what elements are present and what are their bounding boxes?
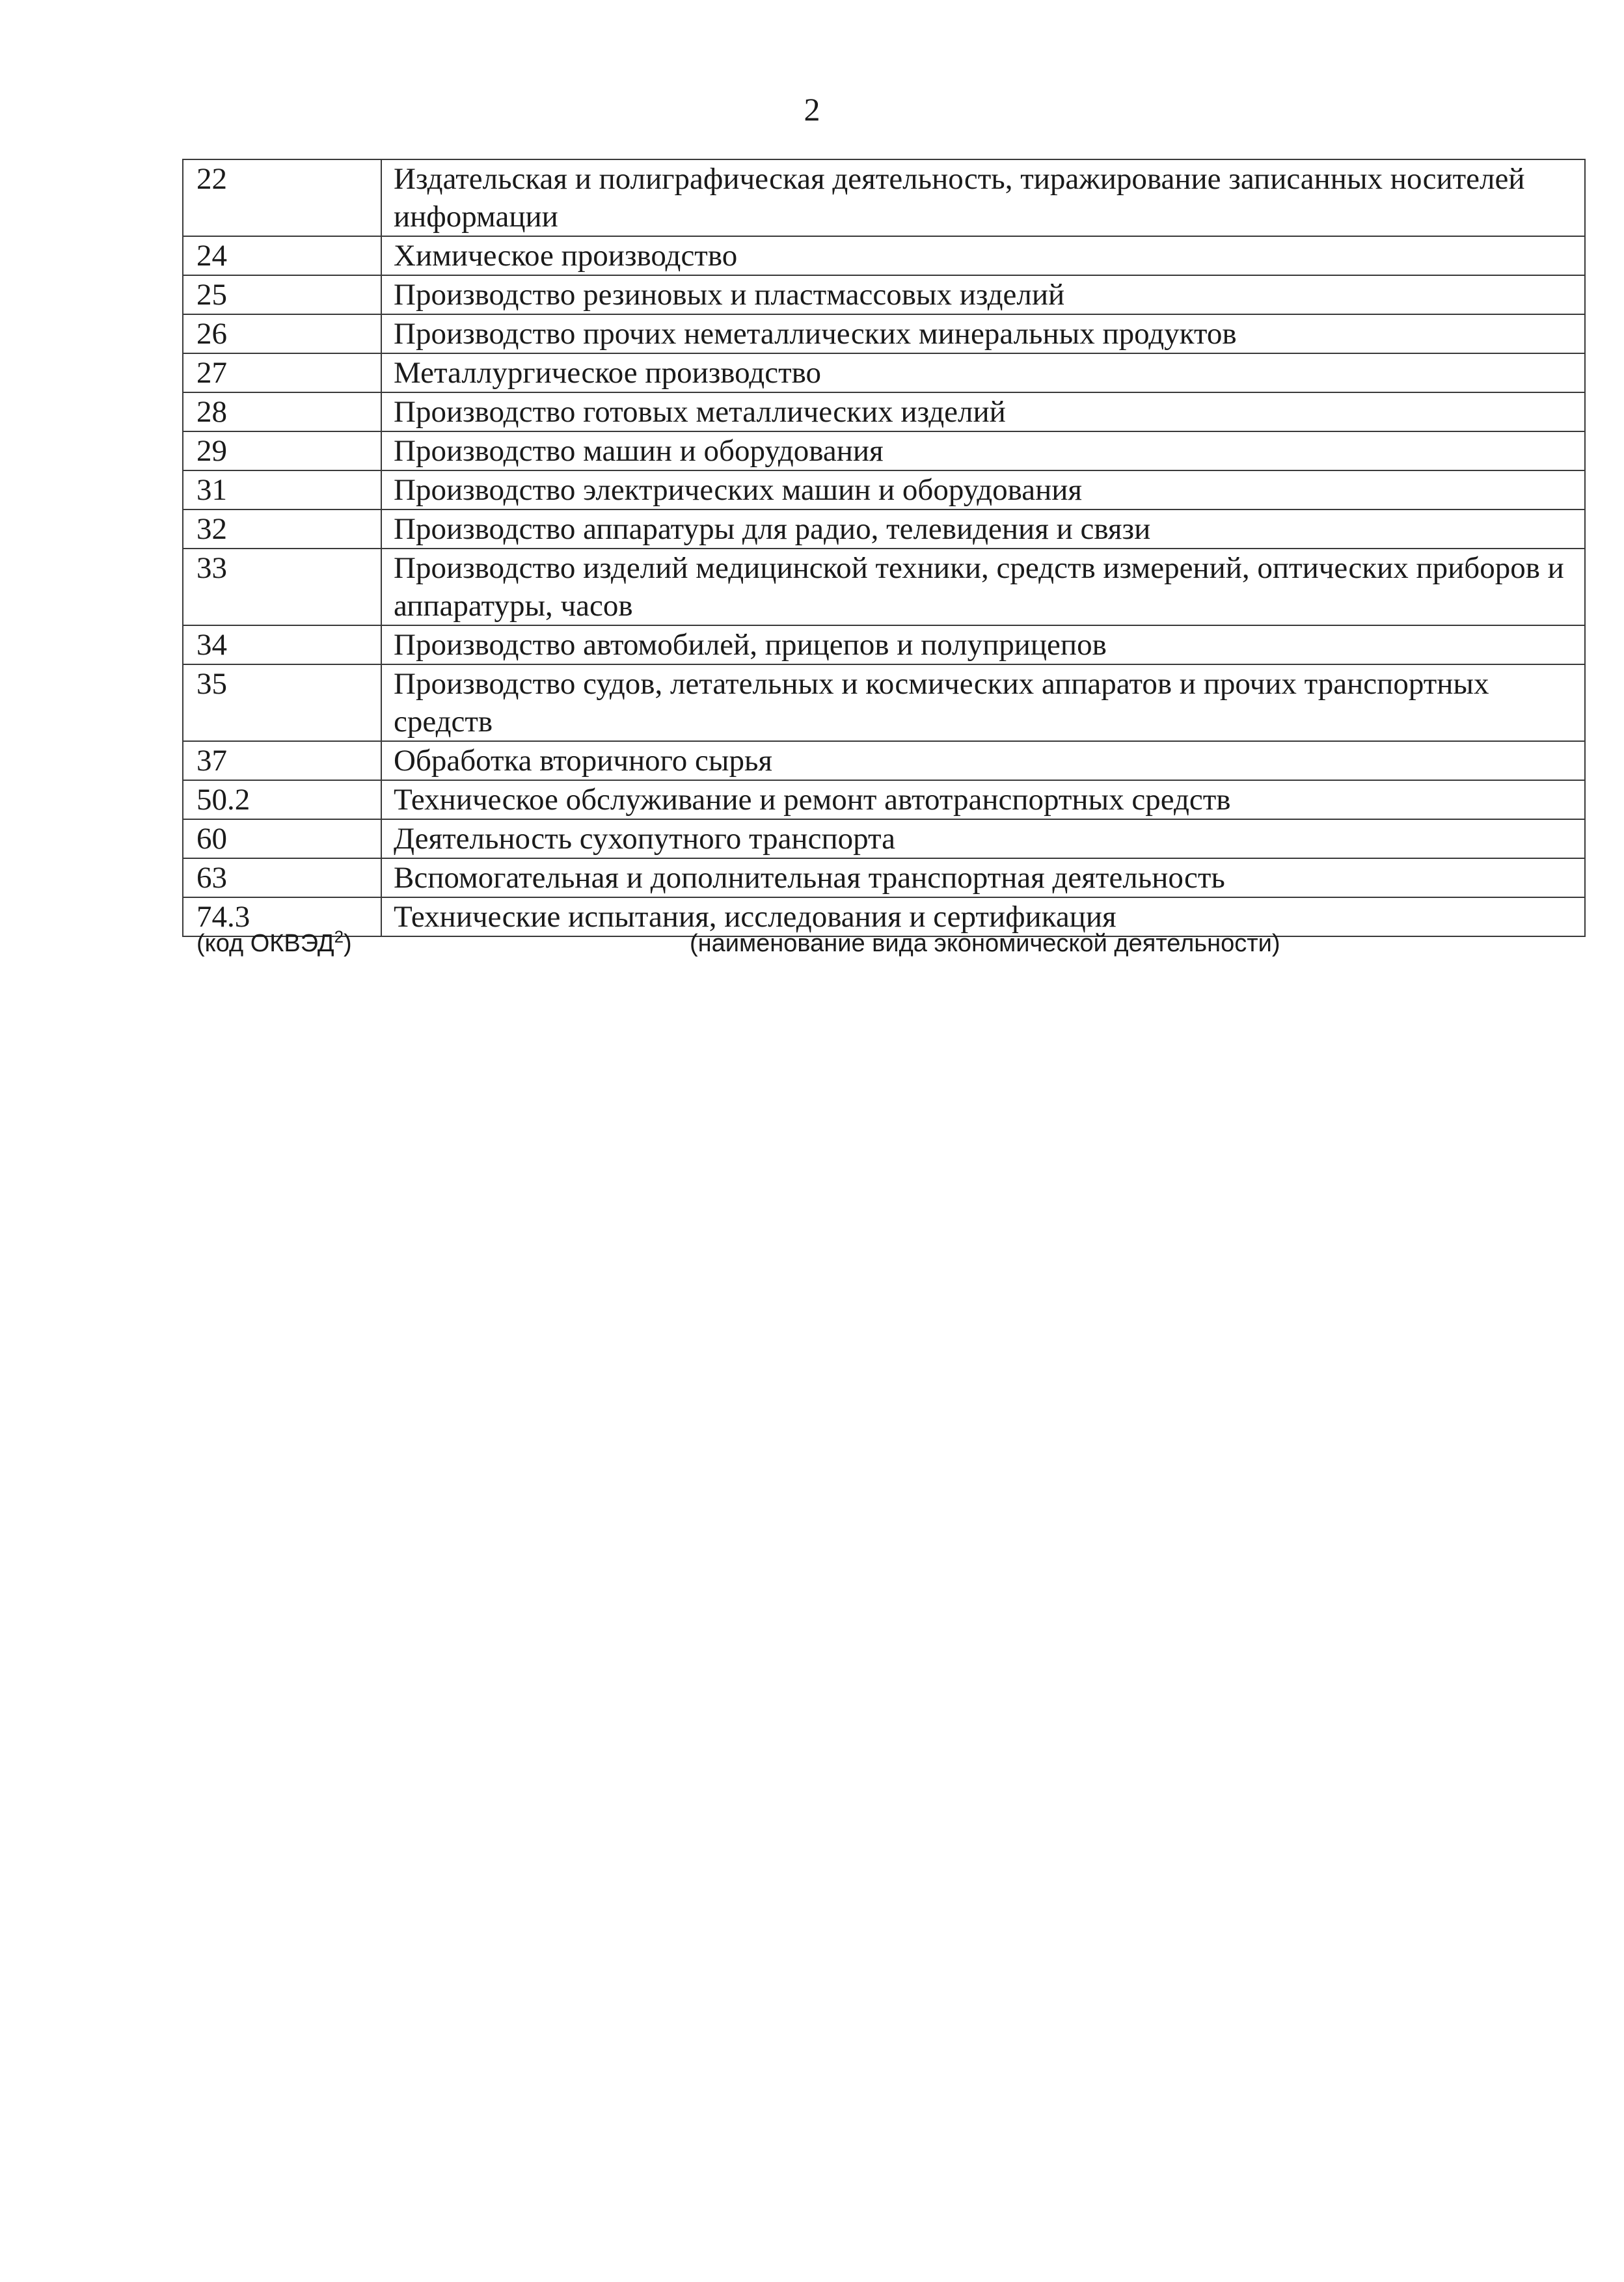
okved-code-cell: 60 <box>183 819 381 858</box>
activity-name-cell: Деятельность сухопутного транспорта <box>381 819 1585 858</box>
table-captions <box>182 927 1584 966</box>
okved-table <box>182 159 1586 937</box>
page-number: 2 <box>804 91 820 128</box>
footnote-marker: 2 <box>334 927 344 947</box>
okved-code-cell: 50.2 <box>183 780 381 819</box>
okved-code-cell: 37 <box>183 741 381 780</box>
table-row <box>183 858 1585 897</box>
table-row <box>183 509 1585 549</box>
okved-code-cell: 27 <box>183 353 381 392</box>
okved-code-caption-text: (код ОКВЭД <box>196 930 334 957</box>
activity-name-cell: Химическое производство <box>381 236 1585 275</box>
table-row <box>183 741 1585 780</box>
table-row <box>183 819 1585 858</box>
okved-code-cell: 25 <box>183 275 381 314</box>
activity-name-cell: Производство электрических машин и оборудования <box>381 470 1585 509</box>
table-row <box>183 549 1585 625</box>
table-row <box>183 314 1585 353</box>
activity-name-cell: Вспомогательная и дополнительная транспортная деятельность <box>381 858 1585 897</box>
activity-name-cell: Производство судов, летательных и космических аппаратов и прочих транспортных средств <box>381 664 1585 741</box>
okved-code-cell: 29 <box>183 431 381 470</box>
table-row <box>183 625 1585 664</box>
table-row <box>183 470 1585 509</box>
activity-name-cell: Производство готовых металлических изделий <box>381 392 1585 431</box>
table-row <box>183 353 1585 392</box>
okved-code-cell: 34 <box>183 625 381 664</box>
activity-name-cell: Издательская и полиграфическая деятельность, тиражирование записанных носителей информации <box>381 159 1585 236</box>
okved-code-cell: 28 <box>183 392 381 431</box>
activity-name-cell: Технические испытания, исследования и сертификация <box>381 897 1585 936</box>
okved-code-caption <box>196 927 352 960</box>
table-row <box>183 392 1585 431</box>
okved-code-cell: 33 <box>183 549 381 625</box>
okved-code-cell: 74.3 <box>183 897 381 936</box>
activity-name-cell: Производство аппаратуры для радио, телевидения и связи <box>381 509 1585 549</box>
okved-code-cell: 35 <box>183 664 381 741</box>
activity-name-cell: Производство машин и оборудования <box>381 431 1585 470</box>
okved-code-cell: 32 <box>183 509 381 549</box>
table-row <box>183 236 1585 275</box>
activity-name-cell: Производство изделий медицинской техники, средств измерений, оптических приборов и аппаратуры, часов <box>381 549 1585 625</box>
activity-name-cell: Металлургическое производство <box>381 353 1585 392</box>
okved-code-cell: 24 <box>183 236 381 275</box>
okved-code-caption-close: ) <box>344 930 352 957</box>
activity-name-cell: Производство прочих неметаллических минеральных продуктов <box>381 314 1585 353</box>
table-row <box>183 431 1585 470</box>
activity-name-cell: Производство автомобилей, прицепов и полуприцепов <box>381 625 1585 664</box>
okved-code-cell: 26 <box>183 314 381 353</box>
activity-name-caption: (наименование вида экономической деятельности) <box>690 930 1280 957</box>
okved-code-cell: 31 <box>183 470 381 509</box>
okved-code-cell: 63 <box>183 858 381 897</box>
table-row <box>183 275 1585 314</box>
activity-name-cell: Производство резиновых и пластмассовых изделий <box>381 275 1585 314</box>
table-row <box>183 664 1585 741</box>
okved-code-cell: 22 <box>183 159 381 236</box>
table-row <box>183 780 1585 819</box>
activity-name-cell: Техническое обслуживание и ремонт автотранспортных средств <box>381 780 1585 819</box>
activity-name-cell: Обработка вторичного сырья <box>381 741 1585 780</box>
table-row <box>183 159 1585 236</box>
